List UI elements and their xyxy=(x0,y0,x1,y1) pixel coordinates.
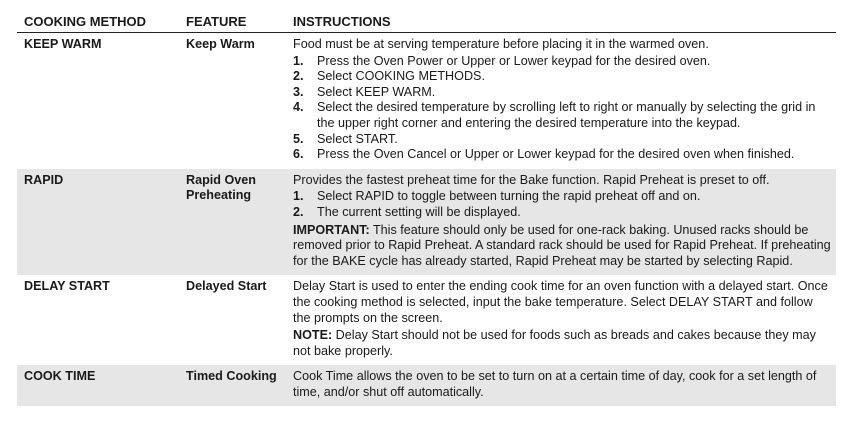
step-number: 4. xyxy=(293,100,304,115)
step-number: 6. xyxy=(293,147,304,162)
step-number: 1. xyxy=(293,53,304,68)
note-text: This feature should only be used for one-rack baking. Unused racks should be removed prior to Rapid Preheat. A standard rack should be used for Rapid Preheat. If preheating for the BAKE cycle has already started, Rapid Preheat may be started by selecting Rapid. xyxy=(293,222,831,268)
note-label: IMPORTANT: xyxy=(293,222,370,237)
step-text: The current setting will be displayed. xyxy=(317,204,521,219)
row-rapid xyxy=(17,169,836,276)
important-note xyxy=(293,223,832,270)
method-cell: KEEP WARM xyxy=(24,37,102,51)
header-feature: FEATURE xyxy=(179,10,286,33)
step-item xyxy=(293,69,832,85)
instructions-intro: Cook Time allows the oven to be set to turn on at a certain time of day, cook for a set length of time, and/or shut off automatically. xyxy=(293,369,817,399)
instructions-intro: Delay Start is used to enter the ending cook time for an oven function with a delayed start. Once the cooking method is selected, input the bake temperature. Select DELAY START and follow the prompts on the screen. xyxy=(293,279,828,325)
step-text: Select START. xyxy=(317,131,398,146)
step-item xyxy=(293,189,832,205)
method-cell: COOK TIME xyxy=(17,365,179,406)
step-item xyxy=(293,205,832,221)
feature-cell: Keep Warm xyxy=(186,37,255,51)
step-number: 1. xyxy=(293,189,304,204)
step-item xyxy=(293,100,832,131)
step-text: Select COOKING METHODS. xyxy=(317,69,485,84)
steps-list xyxy=(293,189,832,220)
step-text: Select RAPID to toggle between turning the rapid preheat off and on. xyxy=(317,189,701,204)
step-text: Select KEEP WARM. xyxy=(317,84,436,99)
feature-cell: Delayed Start xyxy=(186,279,267,294)
step-number: 5. xyxy=(293,131,304,146)
feature-cell: Rapid Oven Preheating xyxy=(179,169,286,276)
method-cell: RAPID xyxy=(17,169,179,276)
header-instructions: INSTRUCTIONS xyxy=(286,10,836,33)
row-keep-warm xyxy=(17,33,836,169)
step-text: Press the Oven Cancel or Upper or Lower keypad for the desired oven when finished. xyxy=(317,147,795,162)
step-item xyxy=(293,85,832,101)
step-item xyxy=(293,147,832,163)
step-number: 2. xyxy=(293,204,304,219)
note-text: Delay Start should not be used for foods such as breads and cakes because they may not bake properly. xyxy=(293,328,816,358)
step-text: Press the Oven Power or Upper or Lower keypad for the desired oven. xyxy=(317,53,711,68)
instructions-cell xyxy=(286,275,836,365)
step-item xyxy=(293,132,832,148)
steps-list xyxy=(293,54,832,163)
instructions-cell xyxy=(286,33,836,169)
step-number: 2. xyxy=(293,69,304,84)
row-delay-start xyxy=(17,275,836,365)
note xyxy=(293,328,832,359)
instructions-intro: Food must be at serving temperature before placing it in the warmed oven. xyxy=(293,37,709,51)
cooking-methods-table xyxy=(17,10,836,406)
instructions-cell xyxy=(286,169,836,276)
header-cooking-method: COOKING METHOD xyxy=(17,10,179,33)
note-label: NOTE: xyxy=(293,328,333,343)
method-cell: DELAY START xyxy=(24,279,110,294)
header-row xyxy=(17,10,836,33)
instructions-cell xyxy=(286,365,836,406)
instructions-intro: Provides the fastest preheat time for the Bake function. Rapid Preheat is preset to off. xyxy=(293,172,770,187)
step-text: Select the desired temperature by scrolling left to right or manually by selecting the grid in the upper right corner and entering the desired temperature into the keypad. xyxy=(317,100,816,130)
step-number: 3. xyxy=(293,84,304,99)
row-cook-time xyxy=(17,365,836,406)
step-item xyxy=(293,54,832,70)
feature-cell: Timed Cooking xyxy=(179,365,286,406)
